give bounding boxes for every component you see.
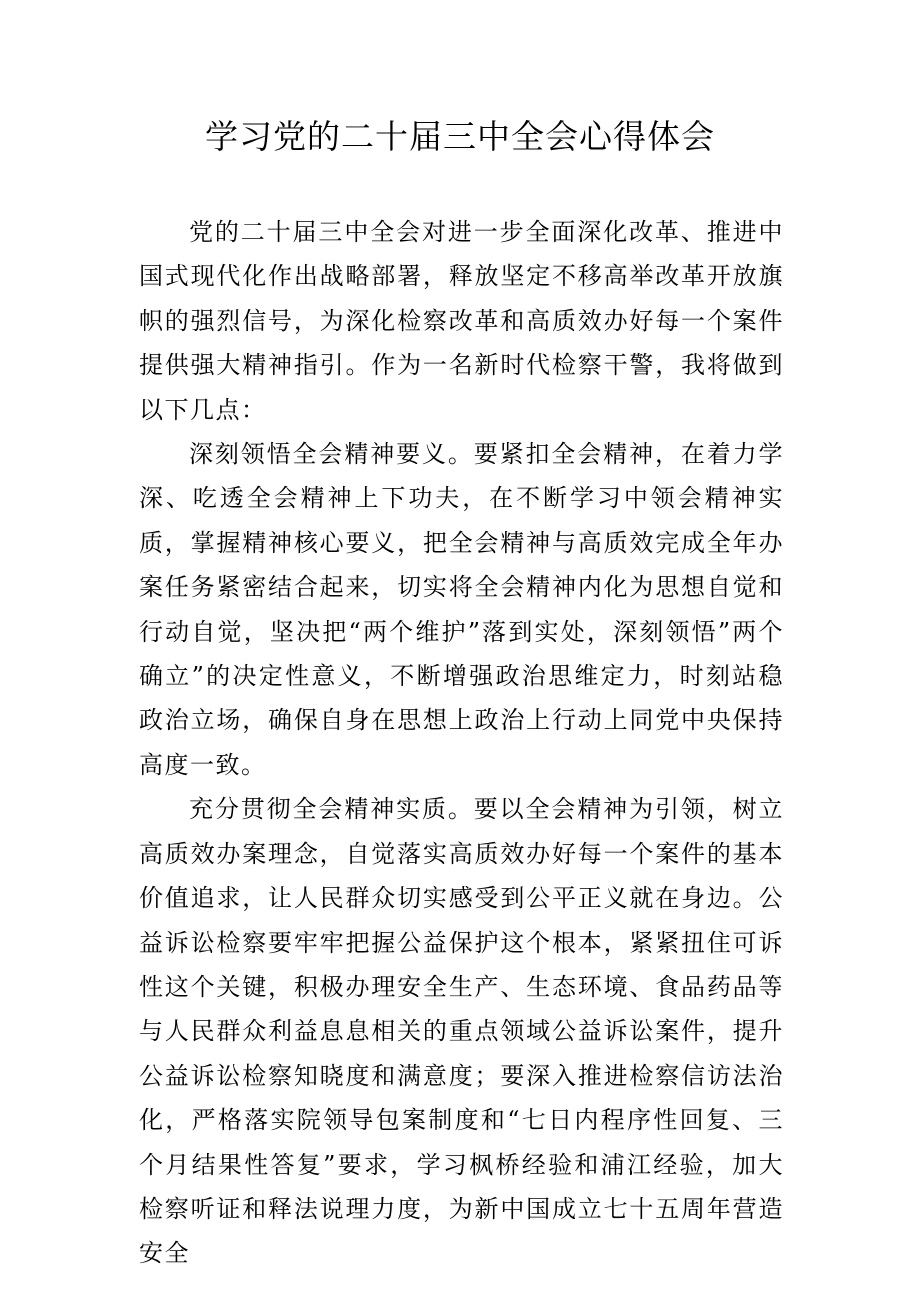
paragraph-implement-spirit: 充分贯彻全会精神实质。要以全会精神为引领，树立高质效办案理念，自觉落实高质效办好每一个案件的基本价值追求，让人民群众切实感受到公平正义就在身边。公益诉讼检察要牢牢把握公益保护这个根本，紧紧扭住可诉性这个关键，积极办理安全生产、生态环境、食品药品等与人民群众利益息息相关的重点领域公益诉讼案件，提升公益诉讼检察知晓度和满意度；要深入推进检察信访法治化，严格落实院领导包案制度和“七日内程序性回复、三个月结果性答复”要求，学习枫桥经验和浦江经验，加大检察听证和释法说理力度，为新中国成立七十五周年营造安全 (139, 795, 784, 1268)
paragraph-intro: 党的二十届三中全会对进一步全面深化改革、推进中国式现代化作出战略部署，释放坚定不移高举改革开放旗帜的强烈信号，为深化检察改革和高质效办好每一个案件提供强大精神指引。作为一名新时代检察干警，我将做到以下几点： (139, 218, 784, 424)
document-body (139, 210, 784, 1276)
paragraph-understand-spirit: 深刻领悟全会精神要义。要紧扣全会精神，在着力学深、吃透全会精神上下功夫，在不断学习中领会精神实质，掌握精神核心要义，把全会精神与高质效完成全年办案任务紧密结合起来，切实将全会精神内化为思想自觉和行动自觉，坚决把“两个维护”落到实处，深刻领悟”两个确立”的决定性意义，不断增强政治思维定力，时刻站稳政治立场，确保自身在思想上政治上行动上同党中央保持高度一致。 (139, 440, 784, 779)
document-title: 学习党的二十届三中全会心得体会 (205, 117, 715, 156)
